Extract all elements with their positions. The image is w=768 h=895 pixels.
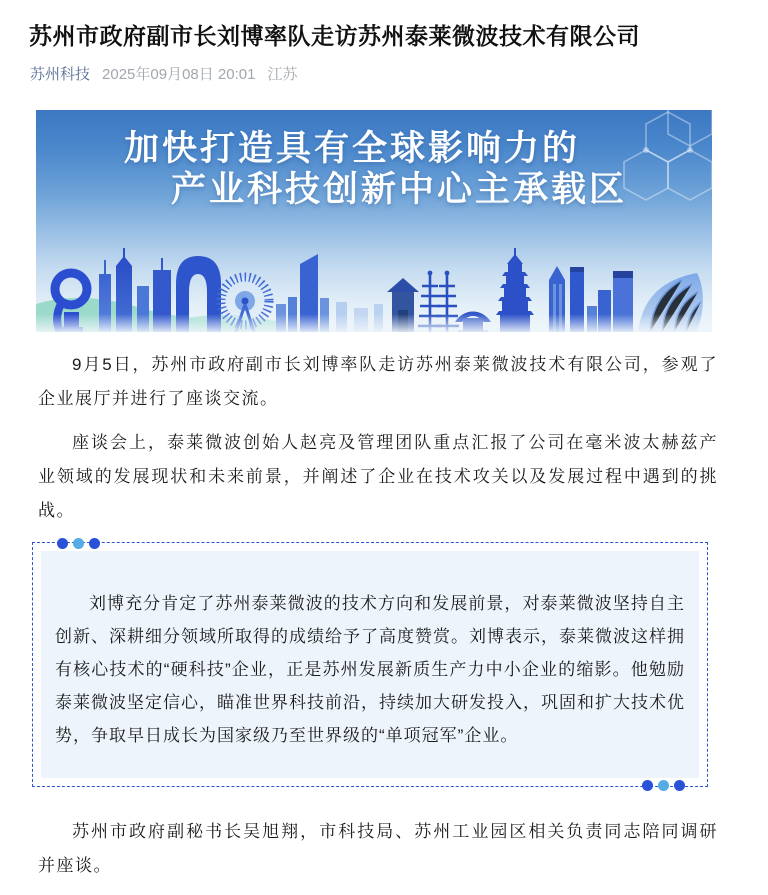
dot-light-blue — [658, 780, 669, 791]
article-meta — [30, 64, 738, 85]
dot-light-blue — [73, 538, 84, 549]
article-title: 苏州市政府副市长刘博率队走访苏州泰莱微波技术有限公司 — [29, 23, 640, 49]
banner-slogan-line1: 加快打造具有全球影响力的 — [123, 129, 580, 168]
banner-slogan — [36, 110, 712, 210]
paragraph-2: 座谈会上，泰莱微波创始人赵亮及管理团队重点汇报了公司在毫米波太赫兹产业领域的发展现状和未来前景，并阐述了企业在技术攻关以及发展过程中遇到的挑战。 — [38, 433, 718, 520]
dot-dark-blue — [642, 780, 653, 791]
dot-dark-blue — [89, 538, 100, 549]
quote-panel — [41, 551, 699, 778]
city-skyline-illustration — [36, 244, 712, 332]
highlight-quote-box — [32, 542, 708, 787]
dot-dark-blue — [674, 780, 685, 791]
quote-box-dots-top — [57, 538, 100, 549]
dot-dark-blue — [57, 538, 68, 549]
paragraph-3: 苏州市政府副秘书长吴旭翔，市科技局、苏州工业园区相关负责同志陪同调研并座谈。 — [38, 822, 718, 875]
banner-image[interactable] — [36, 110, 712, 332]
quote-box-dots-bottom — [642, 780, 685, 791]
account-name-link[interactable]: 苏州科技 — [30, 66, 91, 83]
banner-slogan-line2: 产业科技创新中心主承载区 — [170, 170, 627, 209]
quote-paragraph: 刘博充分肯定了苏州泰莱微波的技术方向和发展前景，对泰莱微波坚持自主创新、深耕细分领域所取得的成绩给予了高度赞赏。刘博表示，泰莱微波这样拥有核心技术的“硬科技”企业，正是苏州发展新质生产力中小企业的缩影。他勉励泰莱微波坚定信心，瞄准世界科技前沿，持续加大研发投入，巩固和扩大技术优势，争取早日成长为国家级乃至世界级的“单项冠军”企业。 — [55, 594, 685, 745]
publish-location: 江苏 — [267, 66, 298, 83]
paragraph-1: 9月5日，苏州市政府副市长刘博率队走访苏州泰莱微波技术有限公司，参观了企业展厅并进行了座谈交流。 — [38, 355, 718, 408]
publish-datetime: 2025年09月08日 20:01 — [102, 66, 256, 83]
